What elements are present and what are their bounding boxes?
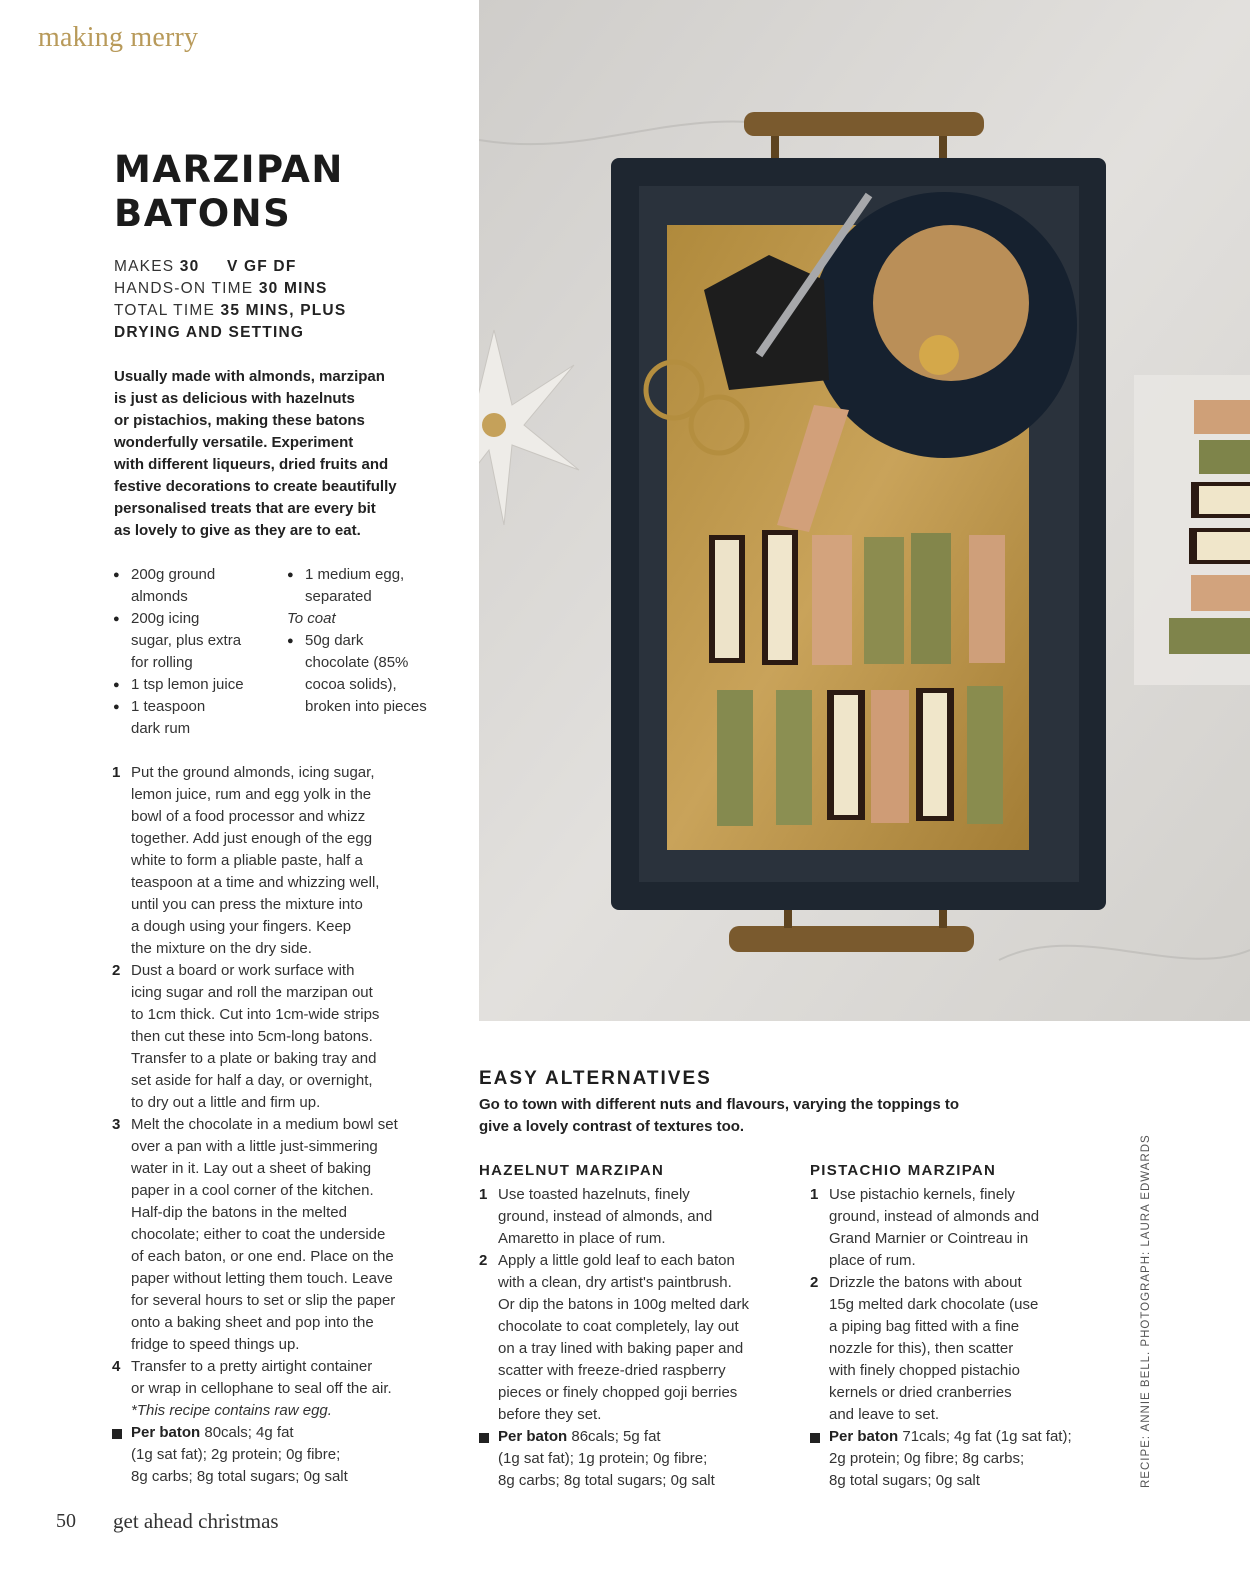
total-value-1: 35 MINS, PLUS	[220, 302, 347, 319]
intro-line: festive decorations to create beautifully	[114, 478, 397, 495]
ingredient-line: almonds	[131, 588, 188, 605]
intro-line: as lovely to give as they are to eat.	[114, 522, 361, 539]
intro-line: personalised treats that are every bit	[114, 500, 376, 517]
ingredient-item	[287, 630, 457, 718]
recipe-meta	[114, 256, 346, 344]
hands-on-row	[114, 278, 346, 300]
ingredient-line: chocolate (85%	[305, 654, 409, 671]
step-line: ground, instead of almonds and	[829, 1208, 1040, 1225]
square-bullet-icon	[479, 1433, 489, 1443]
nutrition-line: 80cals; 4g fat	[204, 1424, 294, 1441]
ingredient-line: cocoa solids),	[305, 676, 397, 693]
step-number: 2	[479, 1252, 488, 1269]
step-line: Apply a little gold leaf to each baton	[498, 1252, 735, 1269]
step-line: Use toasted hazelnuts, finely	[498, 1186, 690, 1203]
intro-line: or pistachios, making these batons	[114, 412, 365, 429]
step-line: pieces or finely chopped goji berries	[498, 1384, 738, 1401]
ingredient-line: dark rum	[131, 720, 191, 737]
step-line: over a pan with a little just-simmering	[131, 1138, 378, 1155]
ingredient-line: ● 200g ground	[131, 566, 216, 583]
nutrition-line: 86cals; 5g fat	[571, 1428, 661, 1445]
alternatives-intro-line: Go to town with different nuts and flavours, varying the toppings to	[479, 1096, 959, 1113]
step-line: and leave to set.	[829, 1406, 940, 1423]
nutrition-line: 8g total sugars; 0g salt	[829, 1472, 980, 1489]
step-number: 3	[112, 1116, 121, 1133]
step-line: Half-dip the batons in the melted	[131, 1204, 347, 1221]
total-label: TOTAL TIME	[114, 302, 215, 319]
step-line: nozzle for this), then scatter	[829, 1340, 1014, 1357]
ingredient-line: broken into pieces	[305, 698, 427, 715]
recipe-title	[114, 148, 344, 236]
step-line: to 1cm thick. Cut into 1cm-wide strips	[131, 1006, 380, 1023]
alternatives-title: EASY ALTERNATIVES	[479, 1068, 712, 1089]
recipe-photo	[479, 0, 1250, 1021]
step-line: paper without letting them touch. Leave	[131, 1270, 393, 1287]
photo-credit: RECIPE: ANNIE BELL. PHOTOGRAPH: LAURA EDWARDS	[1140, 1134, 1152, 1488]
nutrition-label: Per baton	[829, 1428, 899, 1445]
nutrition-line: (1g sat fat); 1g protein; 0g fibre;	[498, 1450, 708, 1467]
step-line: or wrap in cellophane to seal off the air.	[131, 1380, 392, 1397]
nutrition-line: 8g carbs; 8g total sugars; 0g salt	[131, 1468, 348, 1485]
step-line: Transfer to a pretty airtight container	[131, 1358, 373, 1375]
step-number: 1	[810, 1186, 819, 1203]
ingredient-line: separated	[305, 588, 372, 605]
step-line: for several hours to set or slip the paper	[131, 1292, 396, 1309]
alt-step	[479, 1184, 799, 1250]
step-number: 4	[112, 1358, 121, 1375]
method-step	[112, 1356, 442, 1400]
ingredient-line: ● 1 tsp lemon juice	[131, 676, 244, 693]
method	[112, 762, 442, 1488]
method-step	[112, 762, 442, 960]
hands-on-label: HANDS-ON TIME	[114, 280, 254, 297]
step-line: Put the ground almonds, icing sugar,	[131, 764, 375, 781]
step-line: until you can press the mixture into	[131, 896, 363, 913]
step-line: chocolate; either to coat the underside	[131, 1226, 386, 1243]
ingredient-item	[113, 608, 283, 674]
step-line: Transfer to a plate or baking tray and	[131, 1050, 377, 1067]
step-line: ground, instead of almonds, and	[498, 1208, 713, 1225]
step-line: bowl of a food processor and whizz	[131, 808, 366, 825]
step-line: paper in a cool corner of the kitchen.	[131, 1182, 374, 1199]
pistachio-alternative	[810, 1160, 1130, 1492]
nutrition-line: 8g carbs; 8g total sugars; 0g salt	[498, 1472, 715, 1489]
ingredient-line: for rolling	[131, 654, 193, 671]
nutrition-info	[810, 1426, 1130, 1492]
intro-line: is just as delicious with hazelnuts	[114, 390, 355, 407]
step-line: Dust a board or work surface with	[131, 962, 355, 979]
step-line: on a tray lined with baking paper and	[498, 1340, 744, 1357]
nutrition-line: 71cals; 4g fat (1g sat fat);	[902, 1428, 1072, 1445]
step-line: Amaretto in place of rum.	[498, 1230, 666, 1247]
step-line: scatter with freeze-dried raspberry	[498, 1362, 726, 1379]
publication-title: get ahead christmas	[113, 1509, 279, 1533]
step-line: of each baton, or one end. Place on the	[131, 1248, 394, 1265]
step-line: Melt the chocolate in a medium bowl set	[131, 1116, 398, 1133]
step-number: 1	[112, 764, 121, 781]
step-line: a piping bag fitted with a fine	[829, 1318, 1020, 1335]
square-bullet-icon	[810, 1433, 820, 1443]
step-number: 2	[810, 1274, 819, 1291]
step-line: Grand Marnier or Cointreau in	[829, 1230, 1029, 1247]
step-line: water in it. Lay out a sheet of baking	[131, 1160, 372, 1177]
step-line: Or dip the batons in 100g melted dark	[498, 1296, 749, 1313]
intro-line: Usually made with almonds, marzipan	[114, 368, 385, 385]
section-label: making merry	[38, 22, 199, 53]
step-line: lemon juice, rum and egg yolk in the	[131, 786, 372, 803]
photo-illustration	[479, 0, 1250, 1021]
step-line: before they set.	[498, 1406, 602, 1423]
step-line: onto a baking sheet and pop into the	[131, 1314, 374, 1331]
ingredient-line: ● 1 medium egg,	[305, 566, 405, 583]
alt-step	[810, 1272, 1130, 1426]
ingredient-item	[113, 674, 283, 696]
step-line: then cut these into 5cm-long batons.	[131, 1028, 373, 1045]
nutrition-label: Per baton	[498, 1428, 568, 1445]
step-line: chocolate to coat completely, lay out	[498, 1318, 739, 1335]
pistachio-title: PISTACHIO MARZIPAN	[810, 1162, 997, 1179]
step-line: with a clean, dry artist's paintbrush.	[498, 1274, 732, 1291]
step-line: Use pistachio kernels, finely	[829, 1186, 1015, 1203]
to-coat-label: To coat	[287, 610, 336, 627]
step-line: 15g melted dark chocolate (use	[829, 1296, 1039, 1313]
alternatives-intro	[479, 1094, 1039, 1138]
ingredients-left	[113, 564, 283, 740]
makes-row	[114, 256, 346, 278]
recipe-title-line1: MARZIPAN	[114, 148, 344, 191]
ingredient-line: sugar, plus extra	[131, 632, 242, 649]
step-line: a dough using your fingers. Keep	[131, 918, 352, 935]
step-line: together. Add just enough of the egg	[131, 830, 373, 847]
step-line: to dry out a little and firm up.	[131, 1094, 321, 1111]
total-value-2: DRYING AND SETTING	[114, 324, 305, 341]
step-line: white to form a pliable paste, half a	[131, 852, 363, 869]
nutrition-info	[112, 1422, 442, 1488]
square-bullet-icon	[112, 1429, 122, 1439]
nutrition-line: (1g sat fat); 2g protein; 0g fibre;	[131, 1446, 341, 1463]
step-number: 2	[112, 962, 121, 979]
hazelnut-title: HAZELNUT MARZIPAN	[479, 1162, 665, 1179]
nutrition-line: 2g protein; 0g fibre; 8g carbs;	[829, 1450, 1025, 1467]
alt-step	[810, 1184, 1130, 1272]
intro-line: with different liqueurs, dried fruits and	[114, 456, 389, 473]
page-number: 50	[56, 1510, 76, 1532]
hazelnut-alternative	[479, 1160, 799, 1492]
nutrition-info	[479, 1426, 799, 1492]
makes-label: MAKES	[114, 258, 175, 275]
step-line: Drizzle the batons with about	[829, 1274, 1022, 1291]
intro-line: wonderfully versatile. Experiment	[114, 434, 354, 451]
step-line: set aside for half a day, or overnight,	[131, 1072, 373, 1089]
recipe-intro	[114, 366, 444, 542]
step-line: icing sugar and roll the marzipan out	[131, 984, 373, 1001]
ingredients-right	[287, 564, 457, 718]
step-number: 1	[479, 1186, 488, 1203]
method-step	[112, 1114, 442, 1356]
alt-step	[479, 1250, 799, 1426]
ingredient-item	[113, 564, 283, 608]
step-line: place of rum.	[829, 1252, 916, 1269]
method-step	[112, 960, 442, 1114]
ingredient-item	[113, 696, 283, 740]
step-line: teaspoon at a time and whizzing well,	[131, 874, 380, 891]
ingredient-item	[287, 564, 457, 608]
step-line: fridge to speed things up.	[131, 1336, 300, 1353]
hands-on-value: 30 MINS	[258, 280, 328, 297]
ingredient-line: ● 1 teaspoon	[131, 698, 206, 715]
alternatives-intro-line: give a lovely contrast of textures too.	[479, 1118, 745, 1135]
diet-tags: V GF DF	[226, 258, 297, 275]
step-line: kernels or dried cranberries	[829, 1384, 1012, 1401]
ingredient-line: ● 50g dark	[305, 632, 364, 649]
raw-egg-note: *This recipe contains raw egg.	[131, 1402, 332, 1419]
ingredient-line: ● 200g icing	[131, 610, 200, 627]
recipe-title-line2: BATONS	[114, 192, 292, 235]
makes-value: 30	[179, 258, 200, 275]
step-line: with finely chopped pistachio	[829, 1362, 1020, 1379]
nutrition-label: Per baton	[131, 1424, 201, 1441]
step-line: the mixture on the dry side.	[131, 940, 312, 957]
total-row	[114, 300, 346, 322]
